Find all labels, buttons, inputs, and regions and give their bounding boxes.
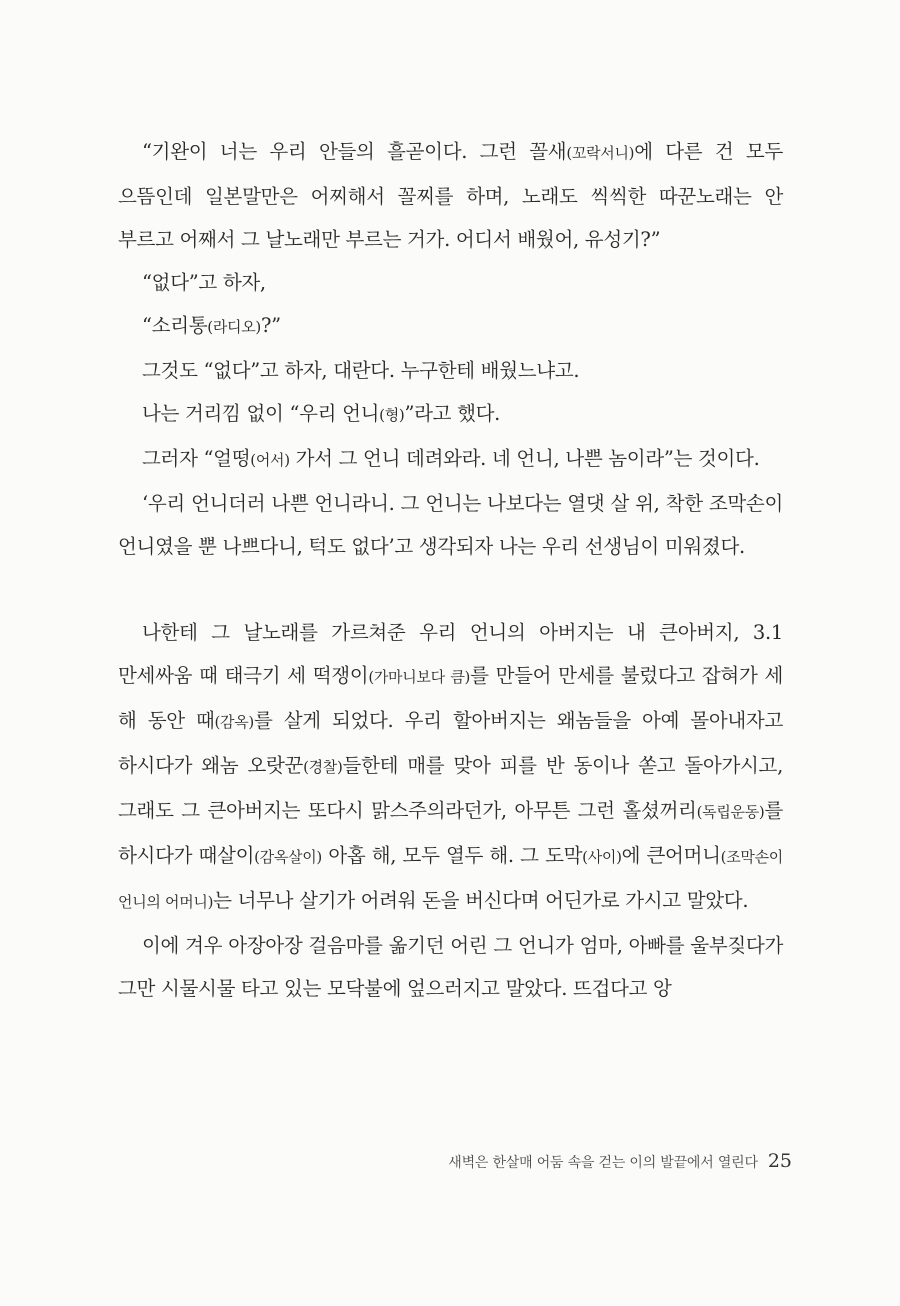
paragraph-4 bbox=[118, 349, 783, 392]
page-number: 25 bbox=[767, 1150, 792, 1172]
text-segment: 들한테 매를 맞아 피를 반 동이나 쏟고 돌아가시고, 그래도 그 큰아버지는 또다시 맑스주의라던가, 아무튼 그런 홀셨꺼리 bbox=[118, 754, 783, 822]
gloss-text: (감옥) bbox=[214, 713, 254, 731]
gloss-text: (라디오) bbox=[207, 318, 261, 336]
paragraph-1 bbox=[118, 130, 783, 261]
body-text bbox=[118, 130, 783, 1010]
gloss-text: (경찰) bbox=[303, 758, 343, 776]
text-segment: 를 만들어 만세를 불렀다고 잡혀가 세 해 동안 때 bbox=[118, 664, 783, 732]
running-title: 새벽은 한살매 어둠 속을 걷는 이의 발끝에서 열린다 bbox=[448, 1155, 758, 1171]
text-segment: 그러자 “얼떵 bbox=[142, 447, 251, 470]
page-footer bbox=[448, 1150, 792, 1172]
section-break bbox=[118, 568, 783, 611]
gloss-text: (가마니보다 큼) bbox=[368, 668, 471, 686]
text-segment: 나한테 그 날노래를 가르쳐준 우리 언니의 아버지는 내 큰아버지, 3.1 만세싸움 때 태극기 세 떡쟁이 bbox=[118, 621, 783, 687]
text-segment: 에 다른 건 모두 으뜸인데 일본말만은 어찌해서 꼴찌를 하며, 노래도 씩씩한 따꾼노래는 안 부르고 어째서 그 날노래만 부르는 거가. 어디서 배웠어, 유성기?” bbox=[118, 140, 783, 251]
paragraph-2 bbox=[118, 261, 783, 304]
text-segment: 를 하시다가 때살이 bbox=[118, 799, 783, 867]
text-segment: ”라고 했다. bbox=[404, 402, 501, 425]
text-segment: ‘우리 언니더러 나쁜 언니라니. 그 언니는 나보다는 열댓 살 위, 착한 조막손이 언니였을 뿐 나쁘다니, 턱도 없다’고 생각되자 나는 우리 선생님이 미워졌다. bbox=[118, 492, 783, 558]
text-segment: 아홉 해, 모두 열두 해. 그 도막 bbox=[321, 844, 583, 867]
text-segment: 는 너무나 살기가 어려워 돈을 버신다며 어딘가로 가시고 말았다. bbox=[213, 889, 749, 912]
paragraph-6 bbox=[118, 437, 783, 482]
text-segment: ?” bbox=[260, 314, 281, 337]
text-segment: “없다”고 하자, bbox=[142, 271, 266, 294]
text-segment: 이에 겨우 아장아장 걸음마를 옮기던 어린 그 언니가 엄마, 아빠를 울부짖다가 그만 시물시물 타고 있는 모닥불에 엎으러지고 말았다. 뜨겁다고 앙 bbox=[118, 934, 783, 1000]
gloss-text: (사이) bbox=[582, 848, 622, 866]
gloss-text: (조막손이 언니의 어머니) bbox=[118, 848, 783, 911]
paragraph-5 bbox=[118, 392, 783, 437]
text-segment: 가서 그 언니 데려와라. 네 언니, 나쁜 놈이라”는 것이다. bbox=[289, 447, 760, 470]
paragraph-7 bbox=[118, 482, 783, 568]
text-segment: 에 큰어머니 bbox=[621, 844, 721, 867]
paragraph-9 bbox=[118, 924, 783, 1010]
gloss-text: (꼬락서니) bbox=[566, 144, 635, 162]
text-segment: 그것도 “없다”고 하자, 대란다. 누구한테 배웠느냐고. bbox=[142, 359, 580, 382]
gloss-text: (형) bbox=[379, 406, 405, 424]
gloss-text: (독립운동) bbox=[696, 803, 765, 821]
gloss-text: (감옥살이) bbox=[254, 848, 322, 866]
text-segment: 나는 거리낌 없이 “우리 언니 bbox=[142, 402, 380, 425]
paragraph-3 bbox=[118, 304, 783, 349]
paragraph-8 bbox=[118, 611, 783, 924]
gloss-text: (어서) bbox=[250, 451, 290, 469]
text-segment: “기완이 너는 우리 안들의 흘곧이다. 그런 꼴새 bbox=[142, 140, 567, 163]
text-segment: “소리통 bbox=[142, 314, 208, 337]
text-segment: 를 살게 되었다. 우리 할아버지는 왜놈들을 아예 몰아내자고 하시다가 왜놈 오랏꾼 bbox=[118, 709, 783, 777]
